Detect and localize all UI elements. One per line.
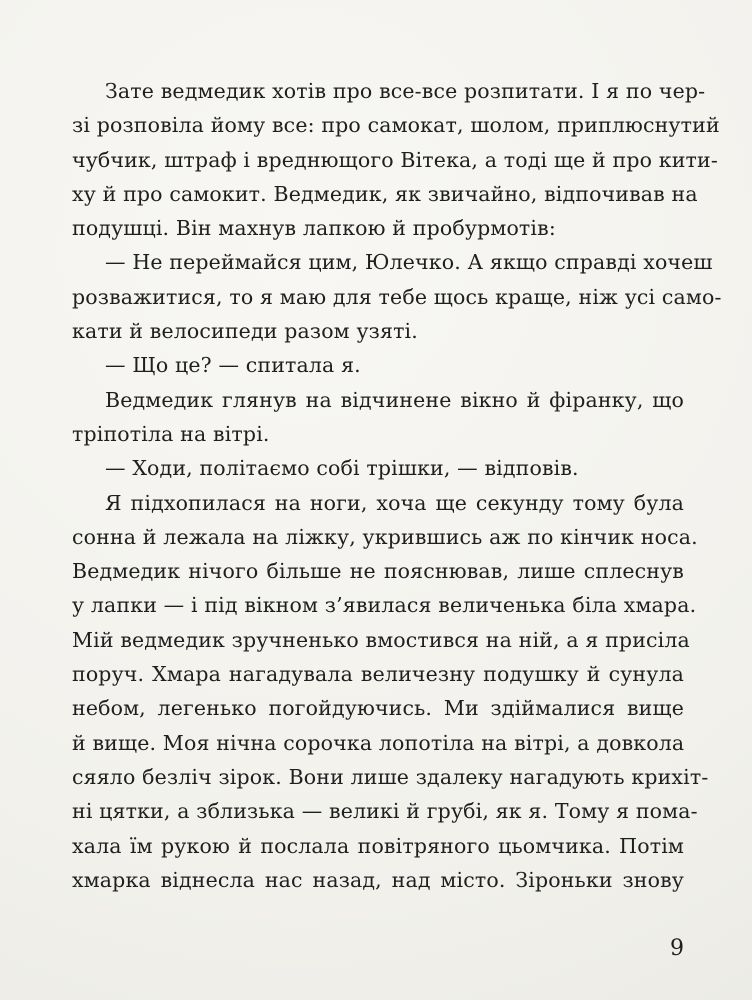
- text-line: Ведмедик глянув на відчинене вікно й фіранку, що: [105, 387, 684, 412]
- text-line: у лапки — і під вікном з’явилася величенька біла хмара.: [72, 593, 697, 618]
- text-line: тріпотіла на вітрі.: [72, 421, 270, 446]
- text-line: сяяло безліч зірок. Вони лише здалеку нагадують крихіт-: [72, 764, 709, 789]
- text-line: Мій ведмедик зручненько вмостився на ній, а я присіла: [72, 627, 690, 652]
- text-line: подушці. Він махнув лапкою й пробурмотів:: [72, 216, 556, 241]
- text-line: небом, легенько погойдуючись. Ми здіймалися вище: [72, 696, 684, 721]
- text-line: ху й про самокит. Ведмедик, як звичайно, відпочивав на: [72, 181, 698, 206]
- text-line: — Не переймайся цим, Юлечко. А якщо справді хочеш: [105, 250, 713, 275]
- text-line: ні цятки, а зблизька — великі й грубі, як я. Тому я пома-: [72, 799, 698, 824]
- text-line: Ведмедик нічого більше не пояснював, лише сплеснув: [72, 559, 684, 584]
- text-line: й вище. Моя нічна сорочка лопотіла на вітрі, а довкола: [72, 730, 685, 755]
- text-line: кати й велосипеди разом узяті.: [72, 319, 418, 344]
- text-line: Зате ведмедик хотів про все-все розпитати. І я по чер-: [105, 79, 706, 103]
- text-line: хмарка віднесла нас назад, над місто. Зіроньки знову: [72, 867, 684, 892]
- text-line: — Ходи, політаємо собі трішки, — відповів.: [105, 456, 579, 481]
- text-line: чубчик, штраф і вреднющого Вітека, а тоді ще й про кити-: [72, 147, 718, 172]
- text-line: хала їм рукою й послала повітряного цьомчика. Потім: [72, 833, 684, 858]
- text-line: — Що це? — спитала я.: [105, 353, 361, 378]
- text-line: розважитися, то я маю для тебе щось краще, ніж усі само-: [72, 284, 722, 309]
- text-line: Я підхопилася на ноги, хоча ще секунду тому була: [105, 490, 684, 515]
- text-line: сонна й лежала на ліжку, укрившись аж по кінчик носа.: [72, 524, 698, 549]
- text-line: поруч. Хмара нагадувала величезну подушку й сунула: [72, 662, 684, 687]
- body-text: [72, 74, 722, 897]
- page-number: 9: [670, 936, 684, 961]
- text-line: зі розповіла йому все: про самокат, шолом, приплюснутий: [72, 113, 720, 138]
